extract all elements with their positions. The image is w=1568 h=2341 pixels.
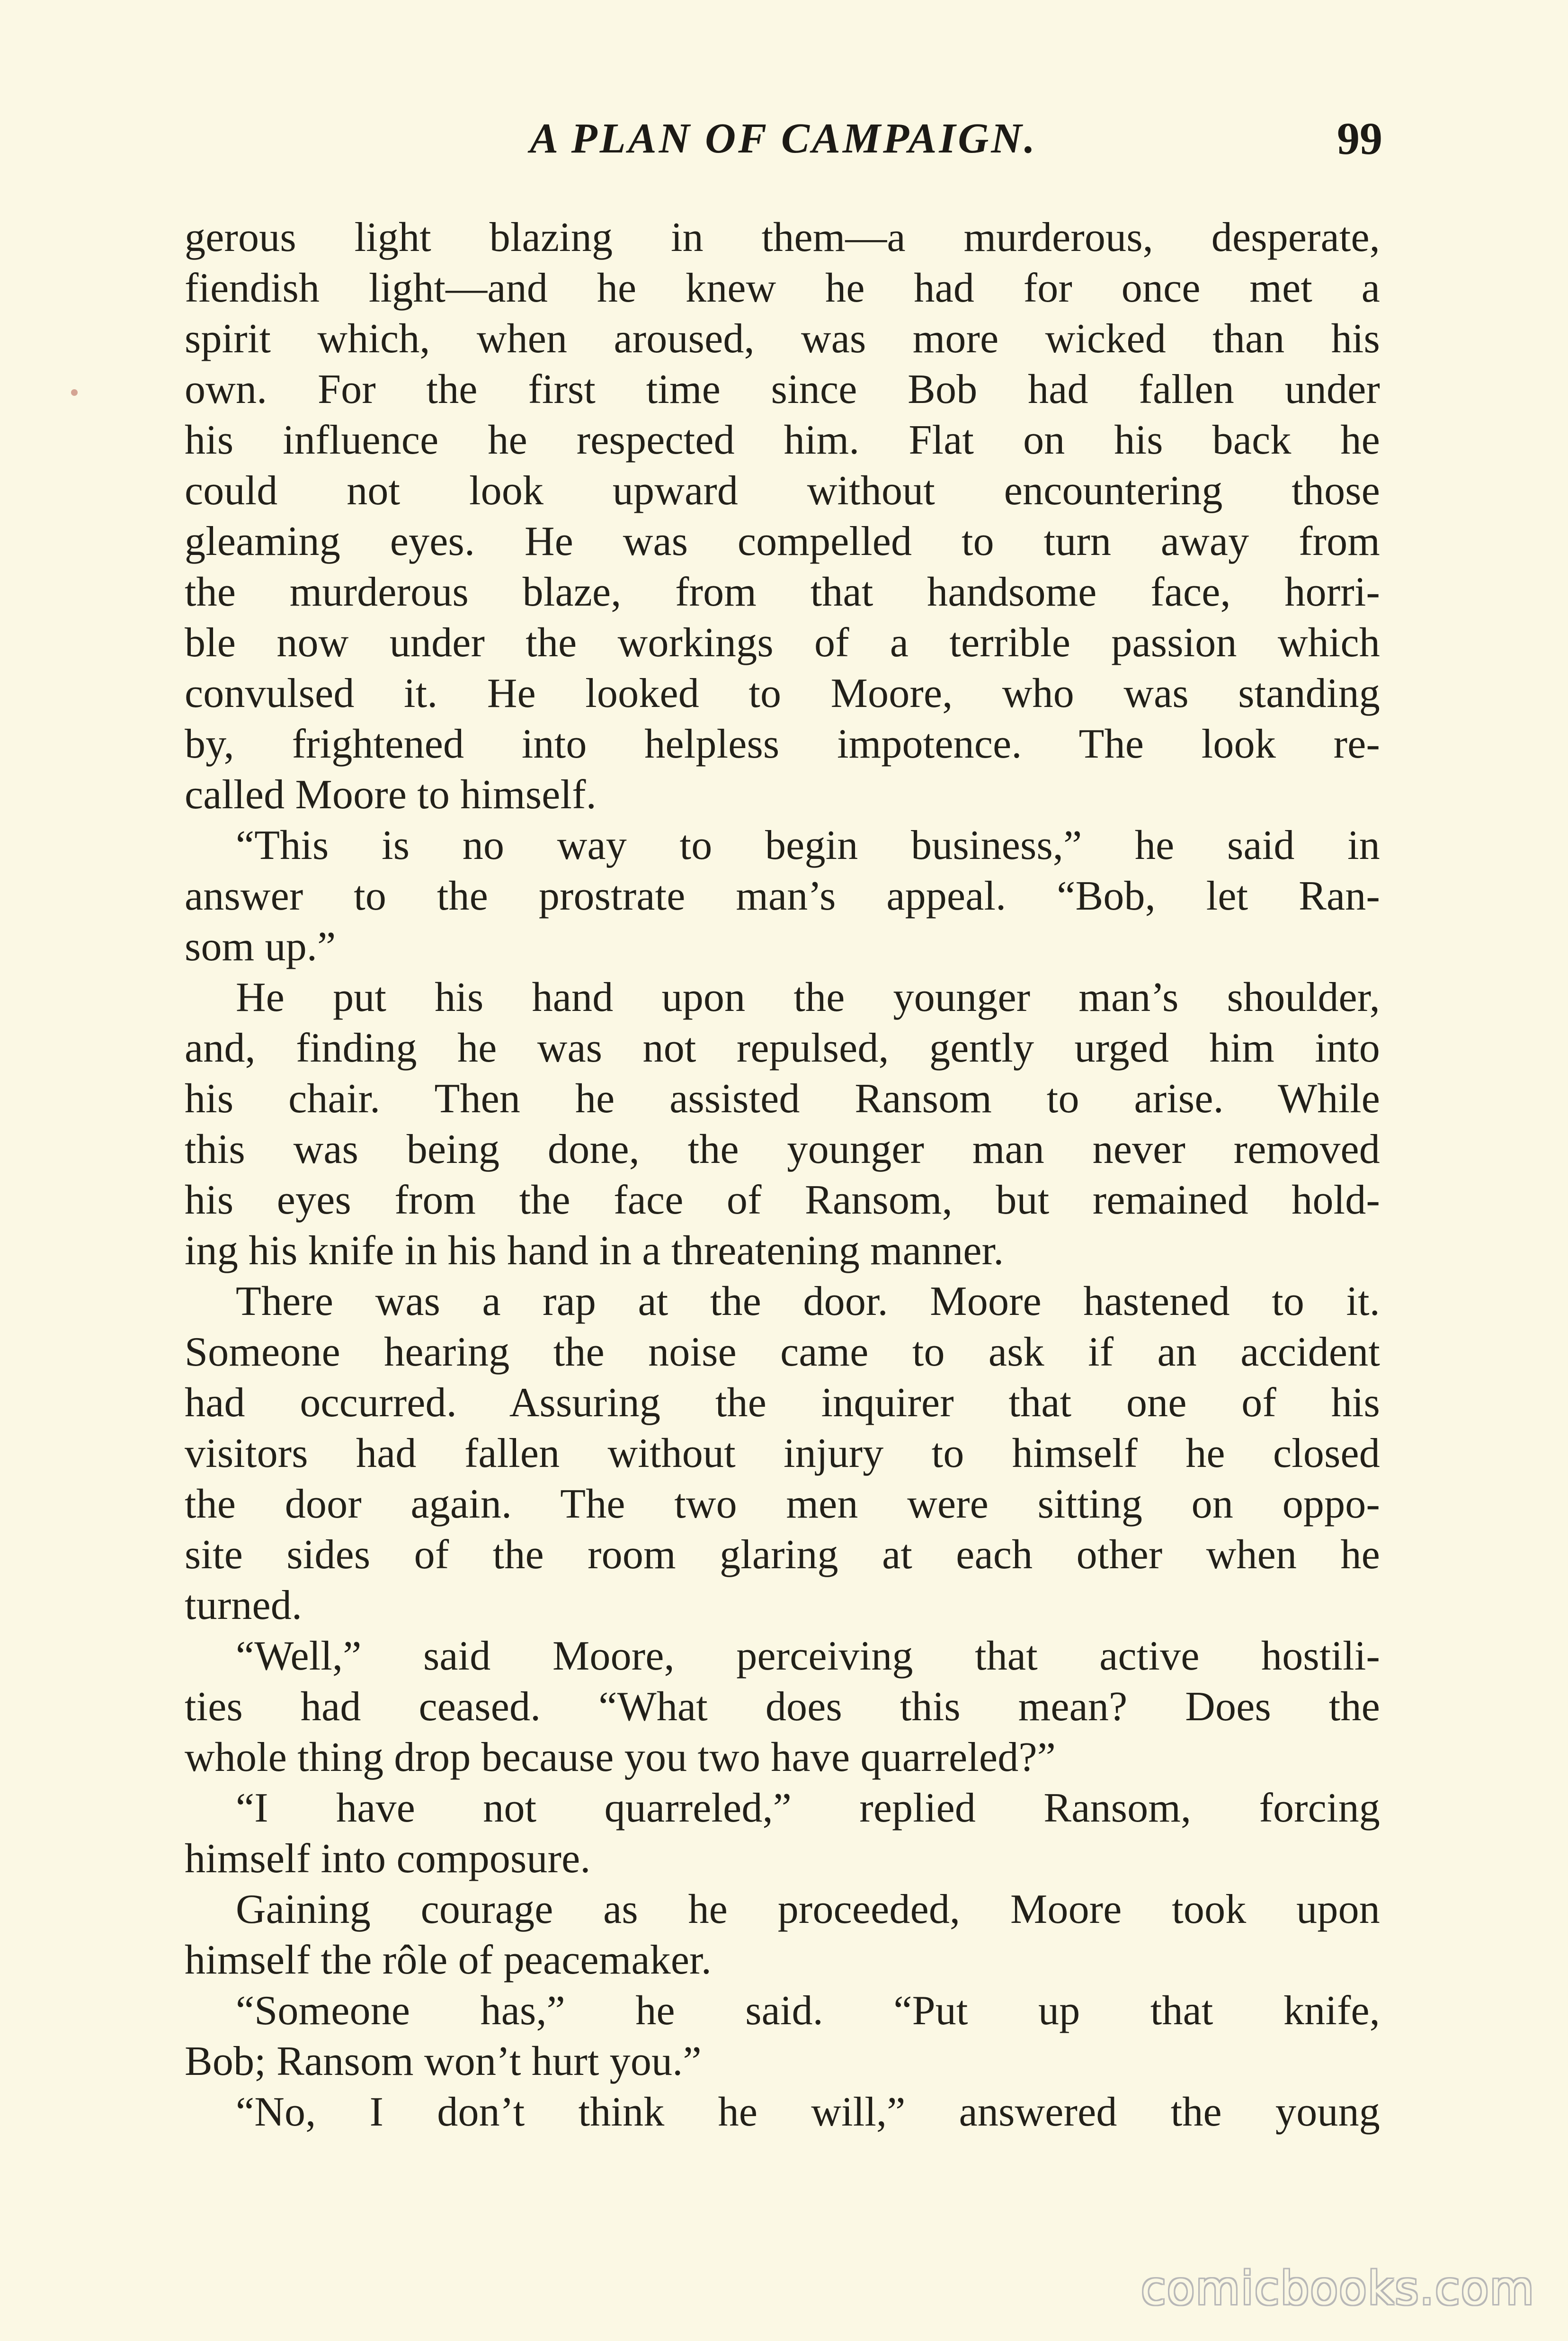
text-line: by, frightened into helpless impotence. The look re- [185, 721, 1380, 767]
text-line: gerous light blazing in them—a murderous, desperate, [185, 214, 1380, 260]
text-line: “Someone has,” he said. “Put up that knife, [236, 1988, 1380, 2034]
text-line: had occurred. Assuring the inquirer that one of his [185, 1380, 1380, 1426]
text-line: turned. [185, 1582, 303, 1628]
text-line: own. For the first time since Bob had fallen under [185, 366, 1380, 412]
text-line: called Moore to himself. [185, 772, 597, 818]
text-line: this was being done, the younger man never removed [185, 1126, 1380, 1172]
text-line: He put his hand upon the younger man’s shoulder, [236, 974, 1380, 1020]
text-line: and, finding he was not repulsed, gently urged him into [185, 1025, 1380, 1071]
page-number: 99 [1337, 113, 1382, 164]
text-line: whole thing drop because you two have quarreled?” [185, 1734, 1056, 1780]
text-line: himself into composure. [185, 1836, 591, 1882]
margin-speck [71, 389, 78, 396]
text-line: spirit which, when aroused, was more wicked than his [185, 316, 1380, 362]
text-line: visitors had fallen without injury to himself he closed [185, 1430, 1380, 1476]
text-line: his eyes from the face of Ransom, but remained hold- [185, 1177, 1380, 1223]
text-line: site sides of the room glaring at each other when he [185, 1532, 1380, 1578]
text-line: fiendish light—and he knew he had for once met a [185, 265, 1380, 311]
text-line: the door again. The two men were sitting on oppo- [185, 1481, 1380, 1527]
text-line: his chair. Then he assisted Ransom to arise. While [185, 1076, 1380, 1122]
text-line: gleaming eyes. He was compelled to turn away from [185, 518, 1380, 564]
text-line: Bob; Ransom won’t hurt you.” [185, 2038, 702, 2084]
text-line: ble now under the workings of a terrible passion which [185, 620, 1380, 666]
text-line: “I have not quarreled,” replied Ransom, forcing [236, 1785, 1380, 1831]
text-line: convulsed it. He looked to Moore, who was standing [185, 670, 1380, 716]
watermark: comicbooks.com [1140, 2262, 1535, 2315]
text-line: his influence he respected him. Flat on his back he [185, 417, 1380, 463]
text-line: “This is no way to begin business,” he said in [236, 822, 1380, 868]
text-line: could not look upward without encountering those [185, 468, 1380, 514]
text-line: ties had ceased. “What does this mean? Does the [185, 1684, 1380, 1730]
text-line: himself the rôle of peacemaker. [185, 1937, 712, 1983]
text-line: answer to the prostrate man’s appeal. “Bob, let Ran- [185, 873, 1380, 919]
text-line: “No, I don’t think he will,” answered the young [236, 2089, 1380, 2135]
running-head [185, 113, 1382, 165]
text-line: ing his knife in his hand in a threatening manner. [185, 1228, 1004, 1274]
text-line: Someone hearing the noise came to ask if an accident [185, 1329, 1380, 1375]
text-line: som up.” [185, 924, 336, 970]
text-line: There was a rap at the door. Moore hastened to it. [236, 1278, 1380, 1324]
text-line: the murderous blaze, from that handsome face, horri- [185, 569, 1380, 615]
running-title: A PLAN OF CAMPAIGN. [530, 115, 1037, 162]
text-line: “Well,” said Moore, perceiving that active hostili- [236, 1633, 1380, 1679]
text-line: Gaining courage as he proceeded, Moore took upon [236, 1886, 1380, 1932]
text-body [185, 212, 1380, 2137]
